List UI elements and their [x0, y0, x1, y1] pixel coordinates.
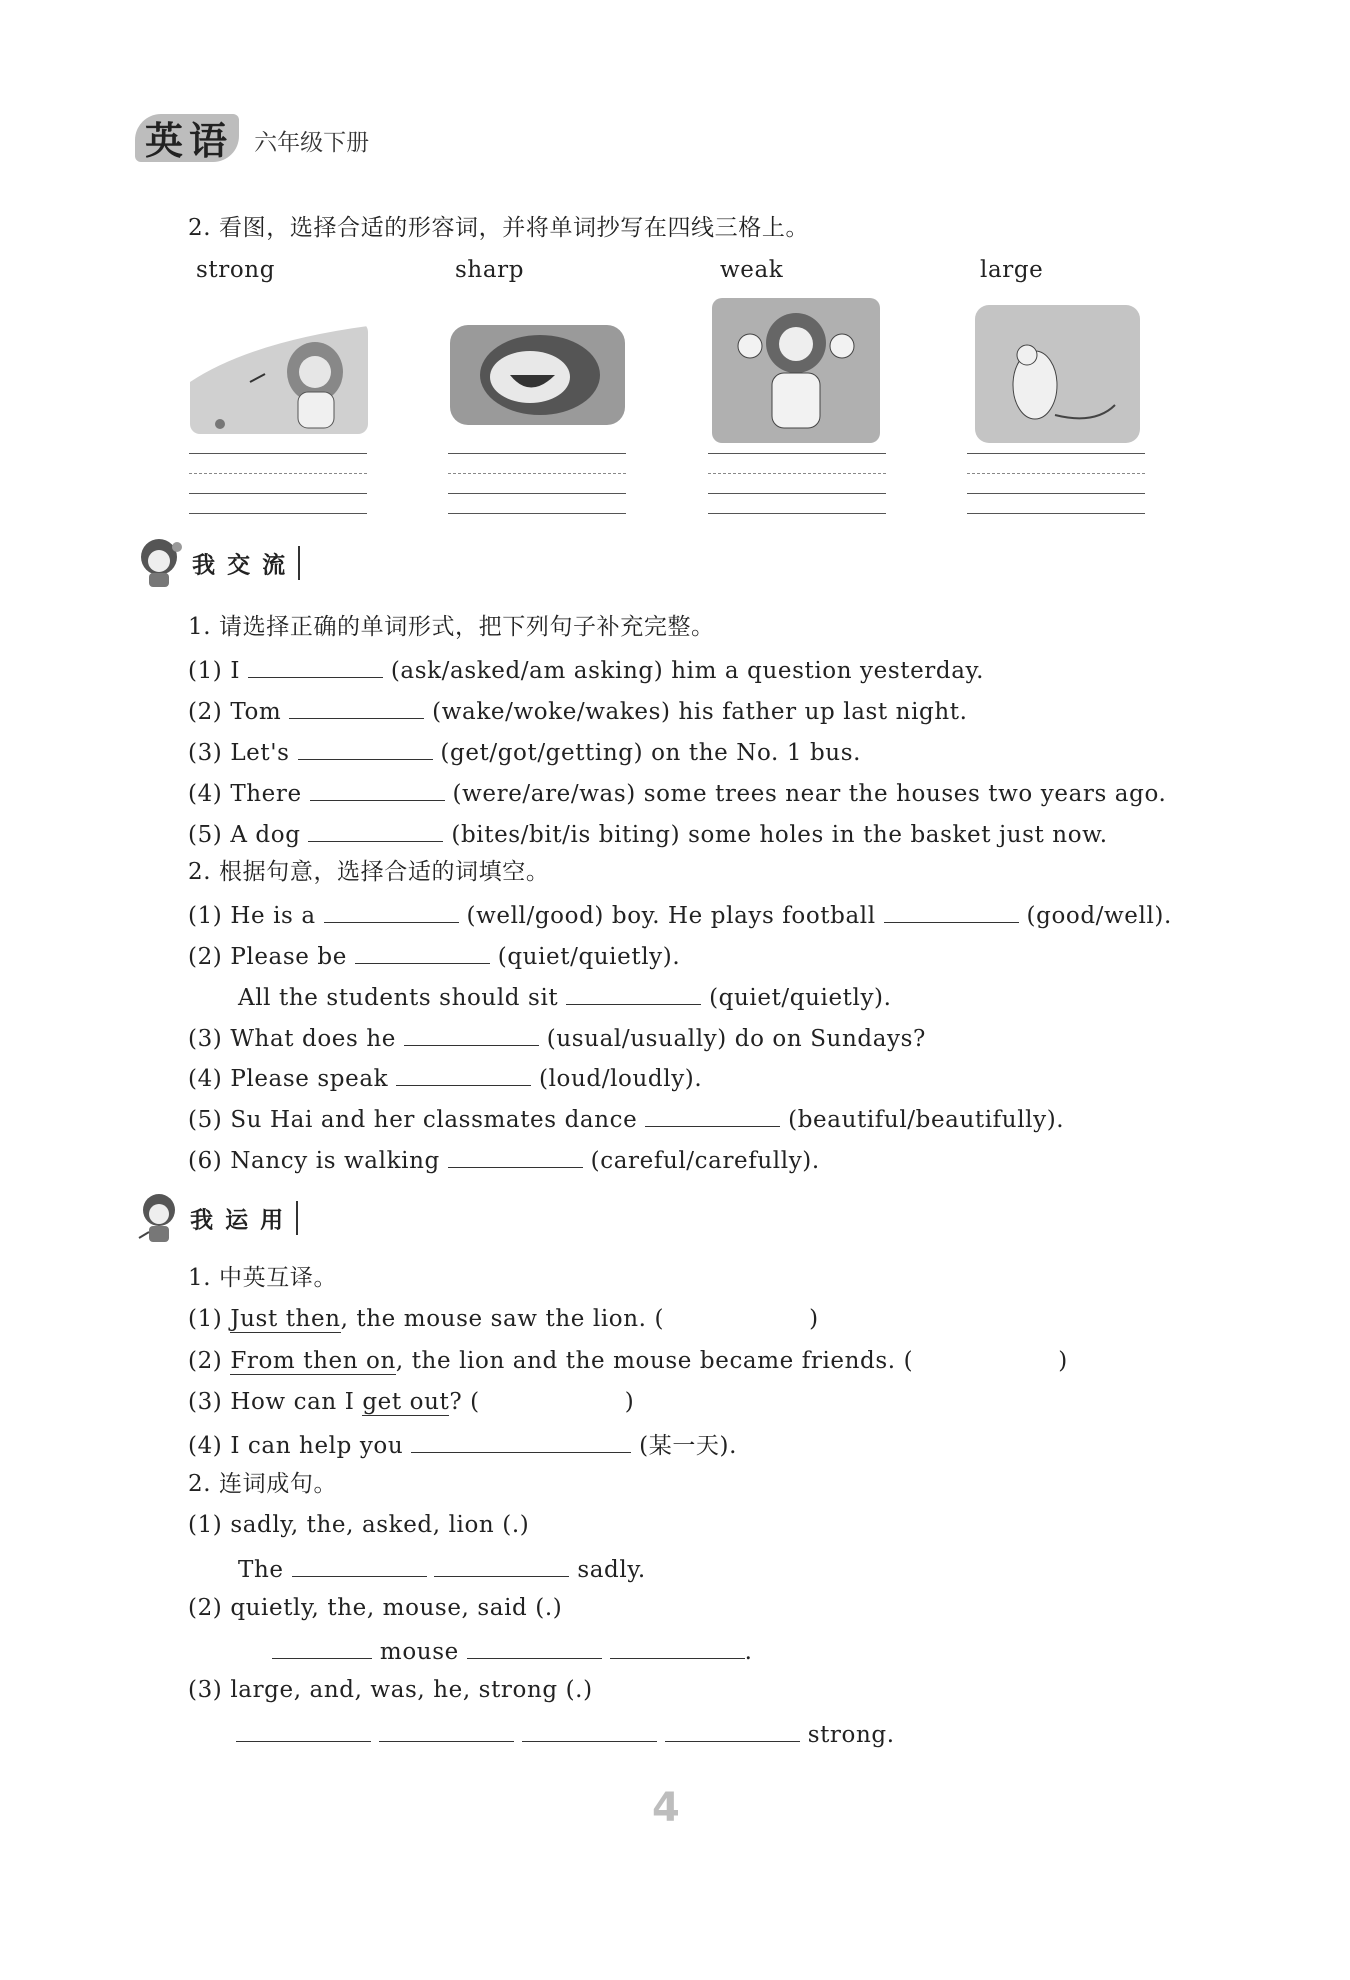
answer-blank[interactable] [324, 898, 459, 923]
answer-blank[interactable] [248, 653, 383, 678]
communicate-section-title: 我 交 流 [192, 552, 288, 579]
comm-q2-instruction: 2. 根据句意，选择合适的词填空。 [188, 859, 550, 885]
roaring-lion-illustration [450, 325, 625, 425]
adj-word-weak: weak [720, 257, 784, 283]
small-mouse-illustration [975, 305, 1140, 443]
apply-q2-sentence-3-words: (3) large, and, was, he, strong (.) [188, 1677, 593, 1703]
apply-q2-sentence-2-words: (2) quietly, the, mouse, said (.) [188, 1595, 563, 1621]
writing-grid-3[interactable] [708, 453, 886, 515]
comm-q2-item-3: (3) What does he (usual/usually) do on Sundays? [188, 1021, 926, 1054]
apply-q1-item-3: (3) How can I get out? ( ) [188, 1389, 635, 1415]
page-number: 4 [652, 1785, 680, 1831]
apply-q1-item-1: (1) Just then, the mouse saw the lion. ( ) [188, 1306, 819, 1332]
communicate-section-header [135, 535, 300, 591]
answer-blank[interactable] [434, 1552, 569, 1577]
comm-q2-item-2b: All the students should sit (quiet/quietly). [238, 980, 892, 1013]
apply-q2-instruction: 2. 连词成句。 [188, 1471, 338, 1497]
comm-q1-item-1: (1) I (ask/asked/am asking) him a question yesterday. [188, 653, 984, 686]
writing-grid-2[interactable] [448, 453, 626, 515]
lion-and-mouse-illustration [190, 322, 368, 434]
apply-q2-sentence-1-words: (1) sadly, the, asked, lion (.) [188, 1512, 530, 1538]
answer-blank[interactable] [610, 1634, 745, 1659]
adj-word-sharp: sharp [455, 257, 525, 283]
answer-blank[interactable] [448, 1143, 583, 1168]
comm-q1-item-2: (2) Tom (wake/woke/wakes) his father up last night. [188, 694, 968, 727]
answer-blank[interactable] [467, 1634, 602, 1659]
apply-q1-instruction: 1. 中英互译。 [188, 1265, 338, 1291]
apply-q2-sentence-2-answer: mouse . [272, 1634, 753, 1667]
apply-q1-item-2: (2) From then on, the lion and the mouse became friends. ( ) [188, 1348, 1068, 1374]
comm-q2-item-4: (4) Please speak (loud/loudly). [188, 1061, 702, 1094]
answer-blank[interactable] [404, 1021, 539, 1046]
answer-blank[interactable] [522, 1717, 657, 1742]
answer-blank[interactable] [292, 1552, 427, 1577]
answer-blank[interactable] [379, 1717, 514, 1742]
comm-q1-item-3: (3) Let's (get/got/getting) on the No. 1 bus. [188, 735, 861, 768]
apply-q2-sentence-3-answer: strong. [236, 1717, 895, 1750]
comm-q2-item-6: (6) Nancy is walking (careful/carefully). [188, 1143, 820, 1176]
answer-blank[interactable] [411, 1428, 631, 1453]
answer-blank[interactable] [298, 735, 433, 760]
answer-blank[interactable] [308, 817, 443, 842]
comm-q2-item-1: (1) He is a (well/good) boy. He plays football (good/well). [188, 898, 1172, 931]
cartoon-kid-icon [135, 535, 187, 591]
answer-blank[interactable] [396, 1061, 531, 1086]
answer-blank[interactable] [310, 776, 445, 801]
writing-grid-1[interactable] [189, 453, 367, 515]
grade-label: 六年级下册 [254, 130, 370, 156]
answer-blank[interactable] [289, 694, 424, 719]
answer-blank[interactable] [355, 939, 490, 964]
answer-blank[interactable] [884, 898, 1019, 923]
title-divider [296, 1201, 298, 1235]
comm-q2-item-2: (2) Please be (quiet/quietly). [188, 939, 680, 972]
answer-blank[interactable] [272, 1634, 372, 1659]
answer-blank[interactable] [665, 1717, 800, 1742]
adj-instruction: 2. 看图，选择合适的形容词，并将单词抄写在四线三格上。 [188, 215, 810, 241]
header [135, 110, 370, 165]
answer-blank[interactable] [236, 1717, 371, 1742]
apply-q2-sentence-1-answer: The sadly. [238, 1552, 646, 1585]
adj-word-large: large [980, 257, 1044, 283]
comm-q1-item-5: (5) A dog (bites/bit/is biting) some holes in the basket just now. [188, 817, 1108, 850]
apply-q1-item-4: (4) I can help you (某一天). [188, 1428, 737, 1461]
cartoon-girl-icon [135, 1190, 185, 1246]
writing-grid-4[interactable] [967, 453, 1145, 515]
answer-blank[interactable] [566, 980, 701, 1005]
apply-section-title: 我 运 用 [190, 1207, 286, 1234]
comm-q1-item-4: (4) There (were/are/was) some trees near the houses two years ago. [188, 776, 1166, 809]
comm-q2-item-5: (5) Su Hai and her classmates dance (beautiful/beautifully). [188, 1102, 1064, 1135]
answer-blank[interactable] [645, 1102, 780, 1127]
adj-word-strong: strong [196, 257, 276, 283]
flexing-lion-illustration [712, 298, 880, 443]
subject-title: 英语 [145, 119, 234, 163]
comm-q1-instruction: 1. 请选择正确的单词形式，把下列句子补充完整。 [188, 614, 715, 640]
title-divider [298, 546, 300, 580]
apply-section-header [135, 1190, 298, 1246]
